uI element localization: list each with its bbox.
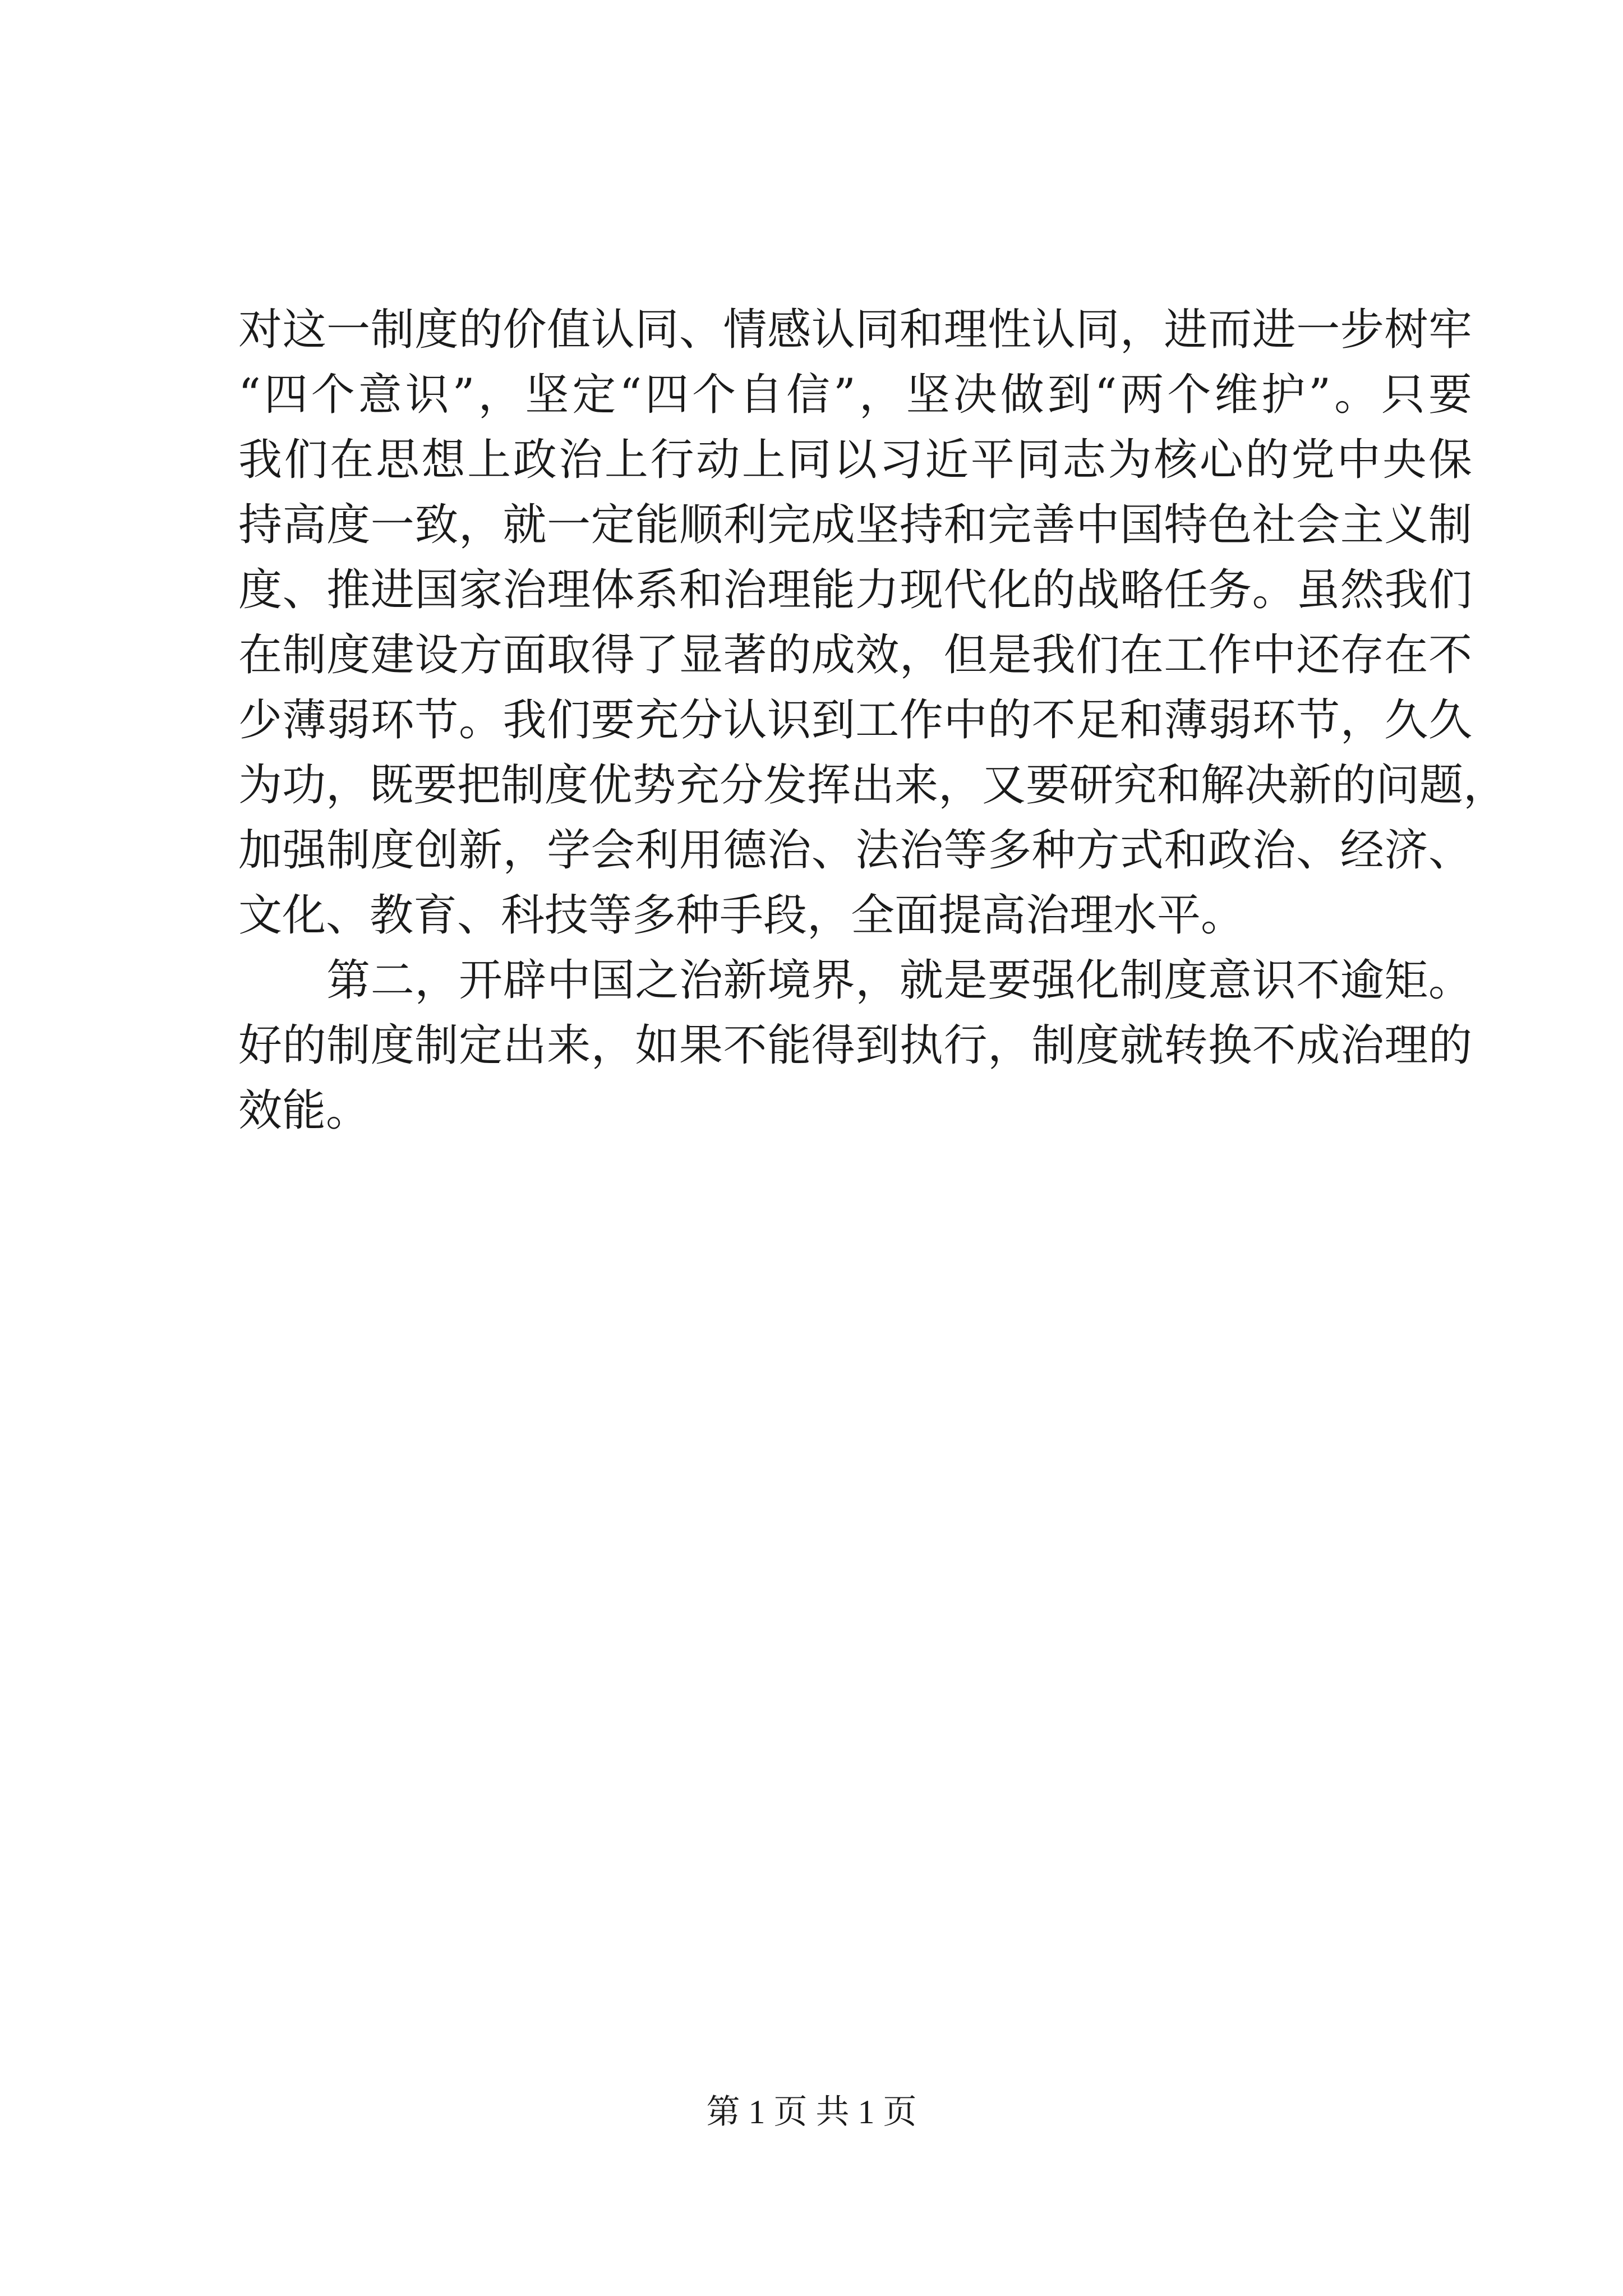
text-line: 度、推进国家治理体系和治理能力现代化的战略任务。虽然我们 bbox=[238, 565, 1472, 615]
text-line: 少薄弱环节。我们要充分认识到工作中的不足和薄弱环节，久久 bbox=[238, 695, 1472, 746]
text-line: 好的制度制定出来，如果不能得到执行，制度就转换不成治理的 bbox=[238, 1020, 1472, 1071]
text-line: 对这一制度的价值认同、情感认同和理性认同，进而进一步树牢 bbox=[238, 305, 1472, 355]
text-line: 文化、教育、科技等多种手段，全面提高治理水平。 bbox=[238, 890, 1245, 941]
text-line: 持高度一致，就一定能顺利完成坚持和完善中国特色社会主义制 bbox=[238, 500, 1472, 550]
text-line: 为功，既要把制度优势充分发挥出来，又要研究和解决新的问题， bbox=[238, 760, 1507, 811]
document-body bbox=[238, 297, 1507, 1143]
text-line: 在制度建设方面取得了显著的成效，但是我们在工作中还存在不 bbox=[238, 630, 1472, 680]
paragraph-start-line: 第二，开辟中国之治新境界，就是要强化制度意识不逾矩。 bbox=[238, 955, 1472, 1006]
text-line: 我们在思想上政治上行动上同以习近平同志为核心的党中央保 bbox=[238, 435, 1472, 485]
text-line: “四个意识”，坚定“四个自信”，坚决做到“两个维护”。只要 bbox=[238, 370, 1472, 420]
text-line: 加强制度创新，学会利用德治、法治等多种方式和政治、经济、 bbox=[238, 825, 1472, 876]
page-number-footer: 第 1 页 共 1 页 bbox=[706, 2093, 917, 2131]
text-line: 效能。 bbox=[238, 1085, 370, 1136]
